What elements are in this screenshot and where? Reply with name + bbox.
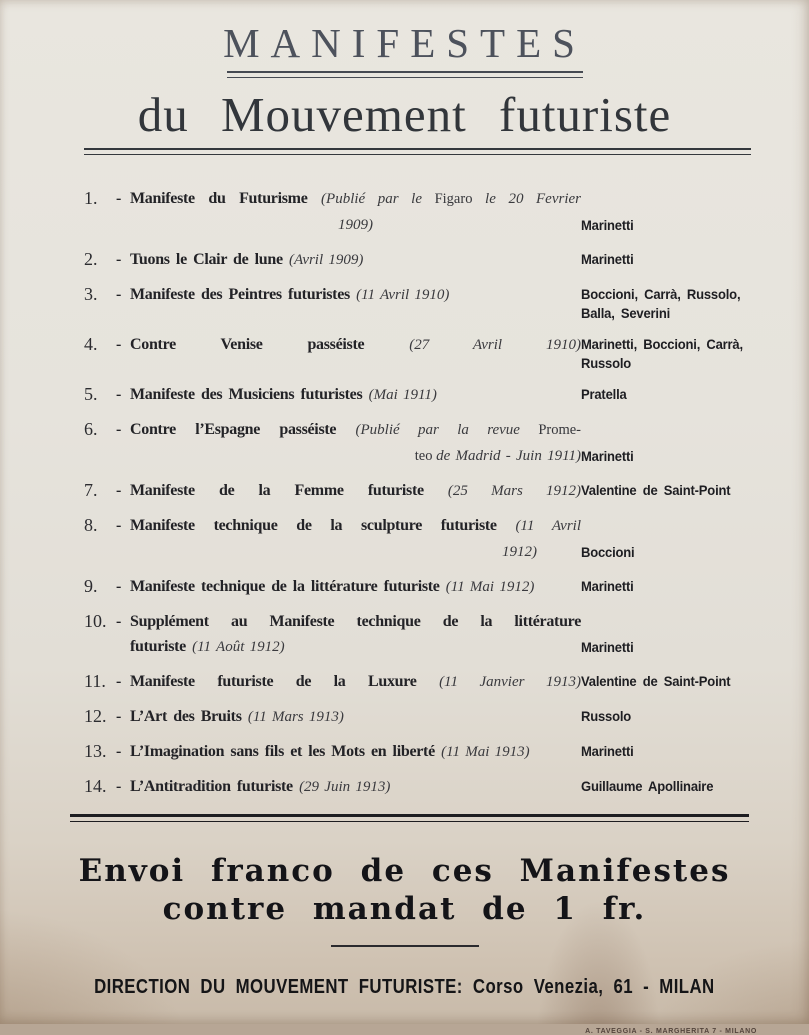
text-run: Contre Venise passéiste [130,336,410,353]
list-item [84,282,753,323]
text-run: (11 Avril 1910) [356,287,450,303]
text-run: (11 Avril [515,518,581,534]
item-authors [581,609,753,660]
text-run: (Publié par le [321,191,435,207]
author-name: Marinetti [581,448,634,464]
list-item [84,186,753,238]
author-name: Valentine de Saint-Point [581,673,731,689]
item-dash: - [116,743,122,760]
separator-rule [70,814,749,822]
item-title-line [130,739,581,765]
author-name: Valentine de Saint-Point [581,482,731,498]
text-run: L’Art des Bruits [130,708,248,725]
text-run: Manifeste de la Femme futuriste [130,482,448,499]
item-authors [581,186,753,238]
text-run: (11 Août 1912) [192,639,285,655]
item-text [130,382,581,408]
list-item [84,609,753,660]
item-number: 3. [84,284,98,304]
text-run: (Avril 1909) [288,252,364,268]
item-authors [581,332,753,373]
text-run: Manifeste technique de la sculpture futuriste [130,517,516,534]
item-dash: - [116,778,122,795]
text-run: 1912) [502,544,537,560]
author-name: Marinetti [581,578,634,594]
text-run: (11 Janvier 1913) [439,674,581,690]
author-name: Marinetti [581,743,634,759]
item-title-line [130,574,581,600]
subtitle-underline [84,148,751,155]
item-dash: - [116,517,122,534]
list-item [84,382,753,408]
item-number: 1. [84,188,98,208]
text-run: (11 Mai 1912) [445,579,535,595]
item-text [130,282,581,323]
item-dash: - [116,336,122,353]
list-item [84,247,753,273]
text-run: de Madrid - Juin 1911) [436,448,581,464]
author-name: Boccioni, Carrà, Russolo, [581,286,741,302]
item-text [130,513,581,565]
printer-credit: A. TAVEGGIA - S. MARGHERITA 7 - MILANO [585,1028,757,1035]
text-run: futuriste [130,638,193,655]
author-name: Russolo [581,355,632,371]
item-continuation-line [130,443,581,469]
item-text [130,186,581,238]
item-text [130,332,581,373]
text-run: (25 Mars 1912) [447,483,581,499]
list-item [84,574,753,600]
item-number: 5. [84,384,98,404]
text-run: L’Imagination sans fils et les Mots en liberté [130,743,442,760]
text-run: Manifeste technique de la littérature futuriste [130,578,446,595]
text-run: Figaro [434,191,473,207]
list-item [84,704,753,730]
direction-line [0,976,809,999]
item-dash: - [116,190,122,207]
item-authors [581,478,753,504]
text-run: Manifeste des Musiciens futuristes [130,386,369,403]
item-number: 11. [84,671,106,691]
text-run: Manifeste des Peintres futuristes [130,286,357,303]
list-item [84,739,753,765]
text-run: Manifeste futuriste de la Luxure [130,673,440,690]
author-name: Marinetti [581,251,634,267]
author-name: Marinetti, Boccioni, Carrà, [581,336,743,352]
poster-title: MANIFESTES [223,20,586,66]
author-name: Marinetti [581,639,634,655]
item-title-line [130,247,581,273]
item-dash: - [116,286,122,303]
author-name: Marinetti [581,217,634,233]
item-authors [581,574,753,600]
mailing-notice-line2: contre mandat de 1 fr. [162,891,647,927]
author-name: Boccioni [581,544,635,560]
item-title-line [130,669,581,695]
text-run: Tuons le Clair de lune [130,251,289,268]
mailing-notice-line1: Envoi franco de ces Manifestes [78,853,731,889]
item-dash: - [116,578,122,595]
item-title-line [130,774,581,800]
text-run: Prome- [538,422,581,438]
text-run: (Publié par la revue [355,422,539,438]
item-dash: - [116,673,122,690]
item-number: 6. [84,419,98,439]
item-authors [581,247,753,273]
item-number: 8. [84,515,98,535]
list-item [84,332,753,373]
item-text [130,704,581,730]
item-dash: - [116,613,122,630]
item-authors [581,282,753,323]
item-number: 7. [84,480,98,500]
item-authors [581,739,753,765]
list-item [84,478,753,504]
item-continuation-line [130,539,581,565]
item-continuation-line [130,212,581,238]
text-run: (11 Mars 1913) [247,709,344,725]
item-text [130,774,581,800]
item-title-line [130,704,581,730]
item-text [130,417,581,469]
author-name: Guillaume Apollinaire [581,778,714,794]
item-text [130,669,581,695]
item-title-line [130,282,581,308]
item-title-line [130,478,581,504]
text-run: (27 Avril 1910) [409,337,581,353]
item-authors [581,382,753,408]
text-run: (11 Mai 1913) [441,744,530,760]
item-number: 14. [84,776,107,796]
item-authors [581,704,753,730]
item-dash: - [116,482,122,499]
mailing-notice [0,852,809,928]
text-run: (Mai 1911) [368,387,437,403]
item-title-line [130,382,581,408]
text-run: Manifeste du Futurisme [130,190,322,207]
author-name: Russolo [581,708,632,724]
notice-underline [331,945,479,947]
item-continuation-line [130,634,581,660]
item-text [130,478,581,504]
item-dash: - [116,251,122,268]
item-number: 4. [84,334,98,354]
item-text [130,739,581,765]
item-title-line [130,513,581,539]
item-number: 9. [84,576,98,596]
item-dash: - [116,708,122,725]
list-item [84,774,753,800]
text-run: le 20 Fevrier [472,191,581,207]
item-text [130,609,581,660]
manifesto-list [84,186,753,800]
text-run: Supplément au Manifeste technique de la littérature [130,613,581,630]
author-name: Pratella [581,386,627,402]
item-dash: - [116,386,122,403]
direction-text: DIRECTION DU MOUVEMENT FUTURISTE: Corso Venezia, 61 - MILAN [94,976,715,998]
item-title-line [130,417,581,443]
item-number: 12. [84,706,107,726]
item-number: 10. [84,611,107,631]
item-title-line [130,186,581,212]
item-dash: - [116,421,122,438]
author-name: Balla, Severini [581,305,671,321]
item-authors [581,774,753,800]
item-authors [581,513,753,565]
text-run: Contre l’Espagne passéiste [130,421,356,438]
item-number: 2. [84,249,98,269]
list-item [84,513,753,565]
poster-subtitle: du Mouvement futuriste [137,87,672,142]
item-authors [581,669,753,695]
item-title-line [130,609,581,634]
list-item [84,417,753,469]
text-run: L’Antitradition futuriste [130,778,300,795]
text-run: (29 Juin 1913) [299,779,391,795]
item-text [130,574,581,600]
item-number: 13. [84,741,107,761]
title-underline [227,71,583,78]
text-run: 1909) [338,217,373,233]
item-title-line [130,332,581,358]
item-authors [581,417,753,469]
list-item [84,669,753,695]
text-run: teo [414,448,437,464]
item-text [130,247,581,273]
